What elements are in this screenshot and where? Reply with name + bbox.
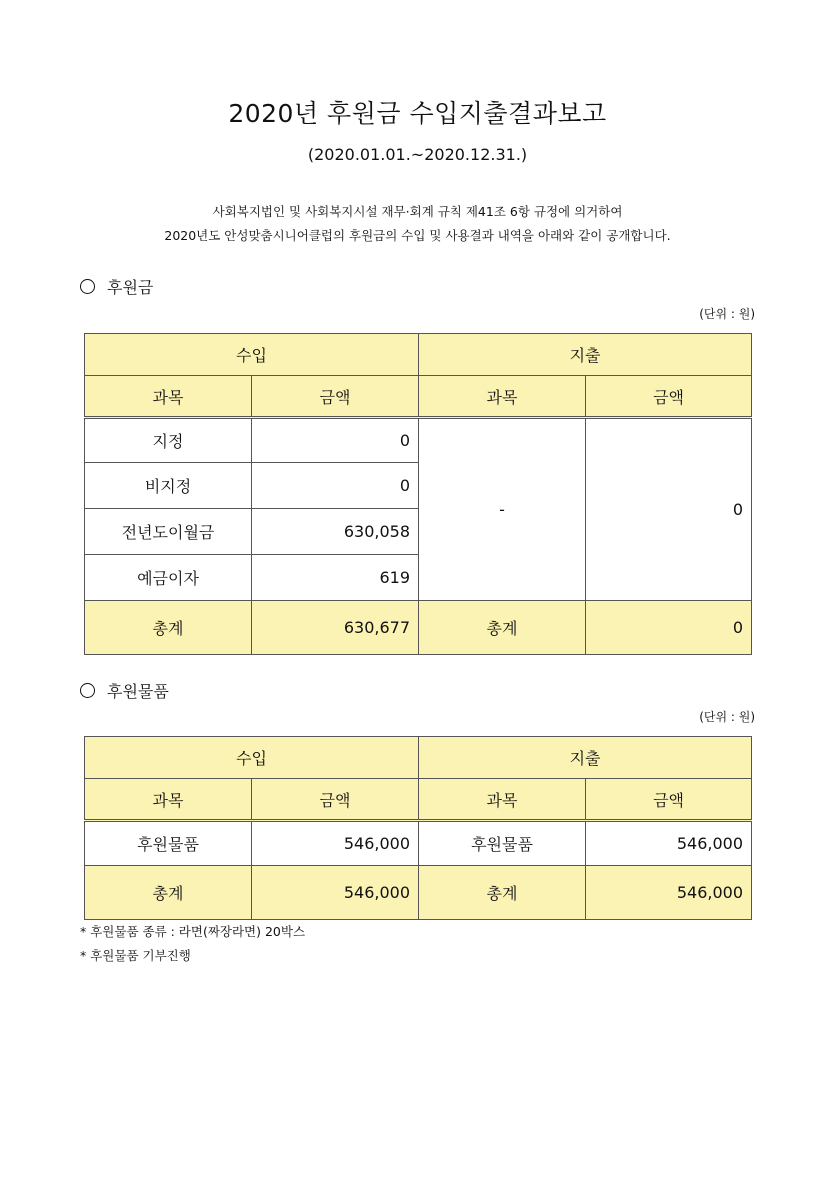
expense-total-label: 총계 [419, 601, 586, 655]
intro-line-2: 2020년도 안성맞춤시니어클럽의 후원금의 수입 및 사용결과 내역을 아래와 같이 공개합니다. [164, 228, 671, 243]
income-item-header: 과목 [85, 779, 252, 821]
income-total: 546,000 [252, 866, 419, 920]
section-donations-heading [80, 275, 153, 298]
income-header: 수입 [85, 334, 419, 376]
income-item: 지정 [85, 418, 252, 463]
table-row [85, 821, 752, 866]
table-row [85, 418, 752, 463]
expense-item: 후원물품 [419, 821, 586, 866]
expense-total: 546,000 [586, 866, 752, 920]
goods-table [84, 736, 752, 920]
income-item: 후원물품 [85, 821, 252, 866]
note-goods-donation: * 후원물품 기부진행 [80, 948, 191, 963]
unit-label: (단위 : 원) [699, 307, 755, 321]
income-amount: 630,058 [252, 509, 419, 555]
expense-item-header: 과목 [419, 376, 586, 418]
income-header: 수입 [85, 737, 419, 779]
intro-line-1: 사회복지법인 및 사회복지시설 재무·회계 규칙 제41조 6항 규정에 의거하여 [212, 204, 623, 219]
income-amount: 0 [252, 418, 419, 463]
section-goods-heading [80, 679, 169, 702]
unit-label: (단위 : 원) [699, 710, 755, 724]
income-item: 전년도이월금 [85, 509, 252, 555]
expense-amount-header: 금액 [586, 376, 752, 418]
income-item-header: 과목 [85, 376, 252, 418]
circle-bullet-icon [80, 683, 95, 698]
section-donations-title: 후원금 [107, 278, 154, 297]
income-amount-header: 금액 [252, 376, 419, 418]
expense-item-header: 과목 [419, 779, 586, 821]
income-total-label: 총계 [85, 866, 252, 920]
income-amount: 546,000 [252, 821, 419, 866]
report-period: (2020.01.01.~2020.12.31.) [307, 145, 528, 164]
income-amount: 0 [252, 463, 419, 509]
income-amount: 619 [252, 555, 419, 601]
expense-header: 지출 [419, 334, 752, 376]
income-total: 630,677 [252, 601, 419, 655]
page-title: 2020년 후원금 수입지출결과보고 [228, 99, 607, 128]
expense-item: - [419, 418, 586, 601]
income-item: 예금이자 [85, 555, 252, 601]
income-item: 비지정 [85, 463, 252, 509]
donations-table [84, 333, 752, 655]
income-amount-header: 금액 [252, 779, 419, 821]
expense-amount-header: 금액 [586, 779, 752, 821]
total-row [85, 601, 752, 655]
note-goods-type: * 후원물품 종류 : 라면(짜장라면) 20박스 [80, 924, 306, 939]
expense-amount: 546,000 [586, 821, 752, 866]
section-goods-title: 후원물품 [107, 682, 169, 701]
expense-total-label: 총계 [419, 866, 586, 920]
total-row [85, 866, 752, 920]
circle-bullet-icon [80, 279, 95, 294]
expense-header: 지출 [419, 737, 752, 779]
income-total-label: 총계 [85, 601, 252, 655]
expense-amount: 0 [586, 418, 752, 601]
expense-total: 0 [586, 601, 752, 655]
